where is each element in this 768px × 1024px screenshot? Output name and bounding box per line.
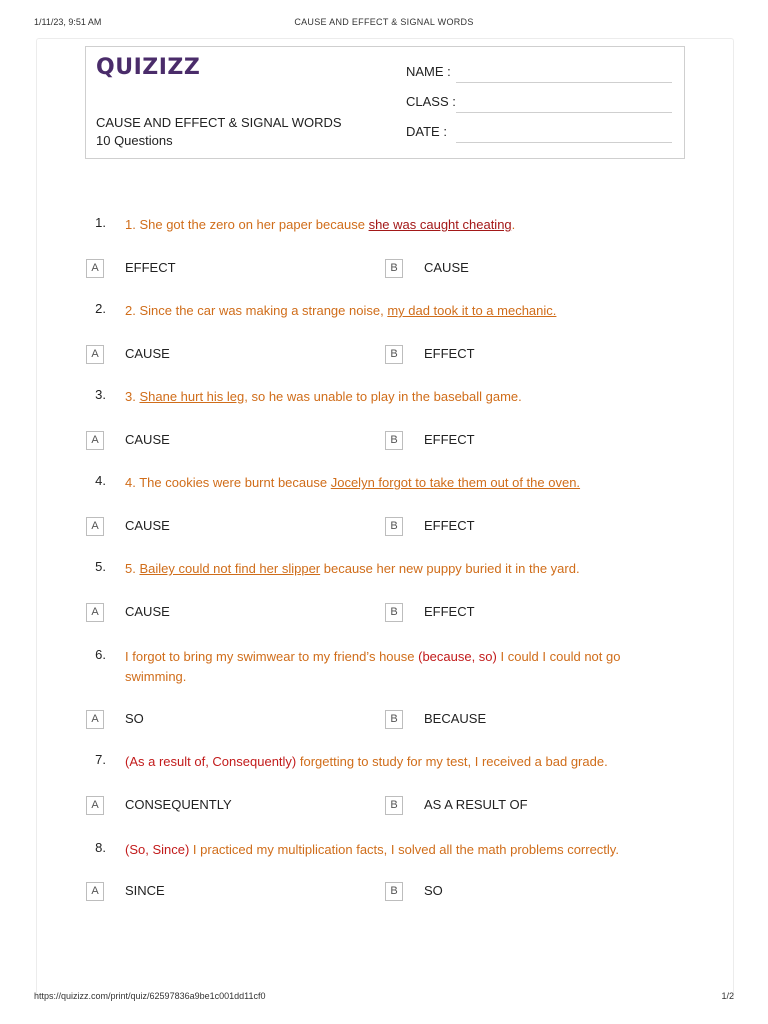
question-text-part: because her new puppy buried it in the yard. (320, 561, 580, 576)
date-label: DATE : (406, 124, 447, 139)
question-text-part: I forgot to bring my swimwear to my friend’s house (125, 649, 419, 664)
signal-words: (because, so) (418, 649, 497, 664)
question-text-part: 1. She got the zero on her paper because (125, 217, 369, 232)
question-text (125, 559, 670, 579)
option-b-text[interactable]: CAUSE (424, 260, 469, 275)
option-b-letter[interactable]: B (385, 517, 403, 536)
option-b-text[interactable]: BECAUSE (424, 711, 487, 726)
option-a-letter[interactable]: A (86, 796, 104, 815)
option-b-text[interactable]: EFFECT (424, 604, 475, 619)
question-text-part: 4. The cookies were burnt because (125, 475, 331, 490)
option-a-letter[interactable]: A (86, 259, 104, 278)
option-b-text[interactable]: EFFECT (424, 518, 475, 533)
signal-words: (As a result of, Consequently) (125, 754, 297, 769)
option-a-text[interactable]: SINCE (125, 883, 165, 898)
option-b-text[interactable]: EFFECT (424, 432, 475, 447)
option-a-text[interactable]: EFFECT (125, 260, 176, 275)
name-line[interactable] (456, 82, 672, 83)
question-text-part: . (511, 217, 516, 232)
option-b-letter[interactable]: B (385, 710, 403, 729)
question-number: 2. (95, 301, 106, 316)
option-b-letter[interactable]: B (385, 259, 403, 278)
question-text-part: 3. (125, 389, 140, 404)
option-b-letter[interactable]: B (385, 882, 403, 901)
question-number: 7. (95, 752, 106, 767)
name-label: NAME : (406, 64, 451, 79)
option-b-text[interactable]: SO (424, 883, 443, 898)
question-text (125, 387, 670, 407)
underlined-clause: Shane hurt his leg (139, 389, 245, 404)
underlined-clause: Jocelyn forgot to take them out of the oven. (330, 475, 581, 490)
quizizz-logo: QUIZIZZ (96, 55, 201, 80)
option-b-letter[interactable]: B (385, 603, 403, 622)
underlined-clause: Bailey could not find her slipper (139, 561, 321, 576)
underlined-clause: she was caught cheating (368, 217, 512, 232)
option-a-text[interactable]: CAUSE (125, 432, 170, 447)
question-number: 1. (95, 215, 106, 230)
option-a-letter[interactable]: A (86, 431, 104, 450)
print-timestamp: 1/11/23, 9:51 AM (34, 17, 102, 27)
date-line[interactable] (456, 142, 672, 143)
option-a-letter[interactable]: A (86, 710, 104, 729)
question-text (125, 473, 670, 493)
question-count: 10 Questions (96, 133, 173, 148)
question-text-part: I practiced my multiplication facts, I solved all the math problems correctly. (189, 842, 619, 857)
print-title: CAUSE AND EFFECT & SIGNAL WORDS (294, 17, 474, 27)
question-text (125, 215, 670, 235)
quiz-title: CAUSE AND EFFECT & SIGNAL WORDS (96, 115, 342, 130)
option-a-text[interactable]: CONSEQUENTLY (125, 797, 232, 812)
option-a-text[interactable]: CAUSE (125, 518, 170, 533)
class-line[interactable] (456, 112, 672, 113)
page-number: 1/2 (721, 991, 734, 1001)
question-text-part: 5. (125, 561, 140, 576)
option-a-letter[interactable]: A (86, 603, 104, 622)
question-number: 3. (95, 387, 106, 402)
option-b-letter[interactable]: B (385, 345, 403, 364)
print-url[interactable]: https://quizizz.com/print/quiz/62597836a9be1c001dd11cf0 (34, 991, 266, 1001)
option-b-text[interactable]: EFFECT (424, 346, 475, 361)
print-footer (34, 991, 734, 1005)
question-text-part: , so he was unable to play in the baseball game. (244, 389, 522, 404)
question-text (125, 840, 670, 860)
question-text (125, 752, 670, 772)
option-b-letter[interactable]: B (385, 431, 403, 450)
question-number: 4. (95, 473, 106, 488)
option-b-letter[interactable]: B (385, 796, 403, 815)
question-text (125, 301, 670, 321)
worksheet-header (85, 46, 685, 159)
question-number: 5. (95, 559, 106, 574)
question-text-part: forgetting to study for my test, I received a bad grade. (296, 754, 608, 769)
option-b-text[interactable]: AS A RESULT OF (424, 797, 528, 812)
question-text-part: 2. Since the car was making a strange noise, (125, 303, 388, 318)
signal-words: (So, Since) (125, 842, 190, 857)
class-label: CLASS : (406, 94, 456, 109)
option-a-letter[interactable]: A (86, 517, 104, 536)
option-a-text[interactable]: SO (125, 711, 144, 726)
question-number: 8. (95, 840, 106, 855)
question-text (125, 647, 670, 687)
question-text-part: I could I could not go swimming. (125, 649, 621, 684)
print-header (34, 17, 734, 31)
option-a-letter[interactable]: A (86, 882, 104, 901)
question-number: 6. (95, 647, 106, 662)
underlined-clause: my dad took it to a mechanic. (387, 303, 557, 318)
option-a-letter[interactable]: A (86, 345, 104, 364)
option-a-text[interactable]: CAUSE (125, 604, 170, 619)
option-a-text[interactable]: CAUSE (125, 346, 170, 361)
